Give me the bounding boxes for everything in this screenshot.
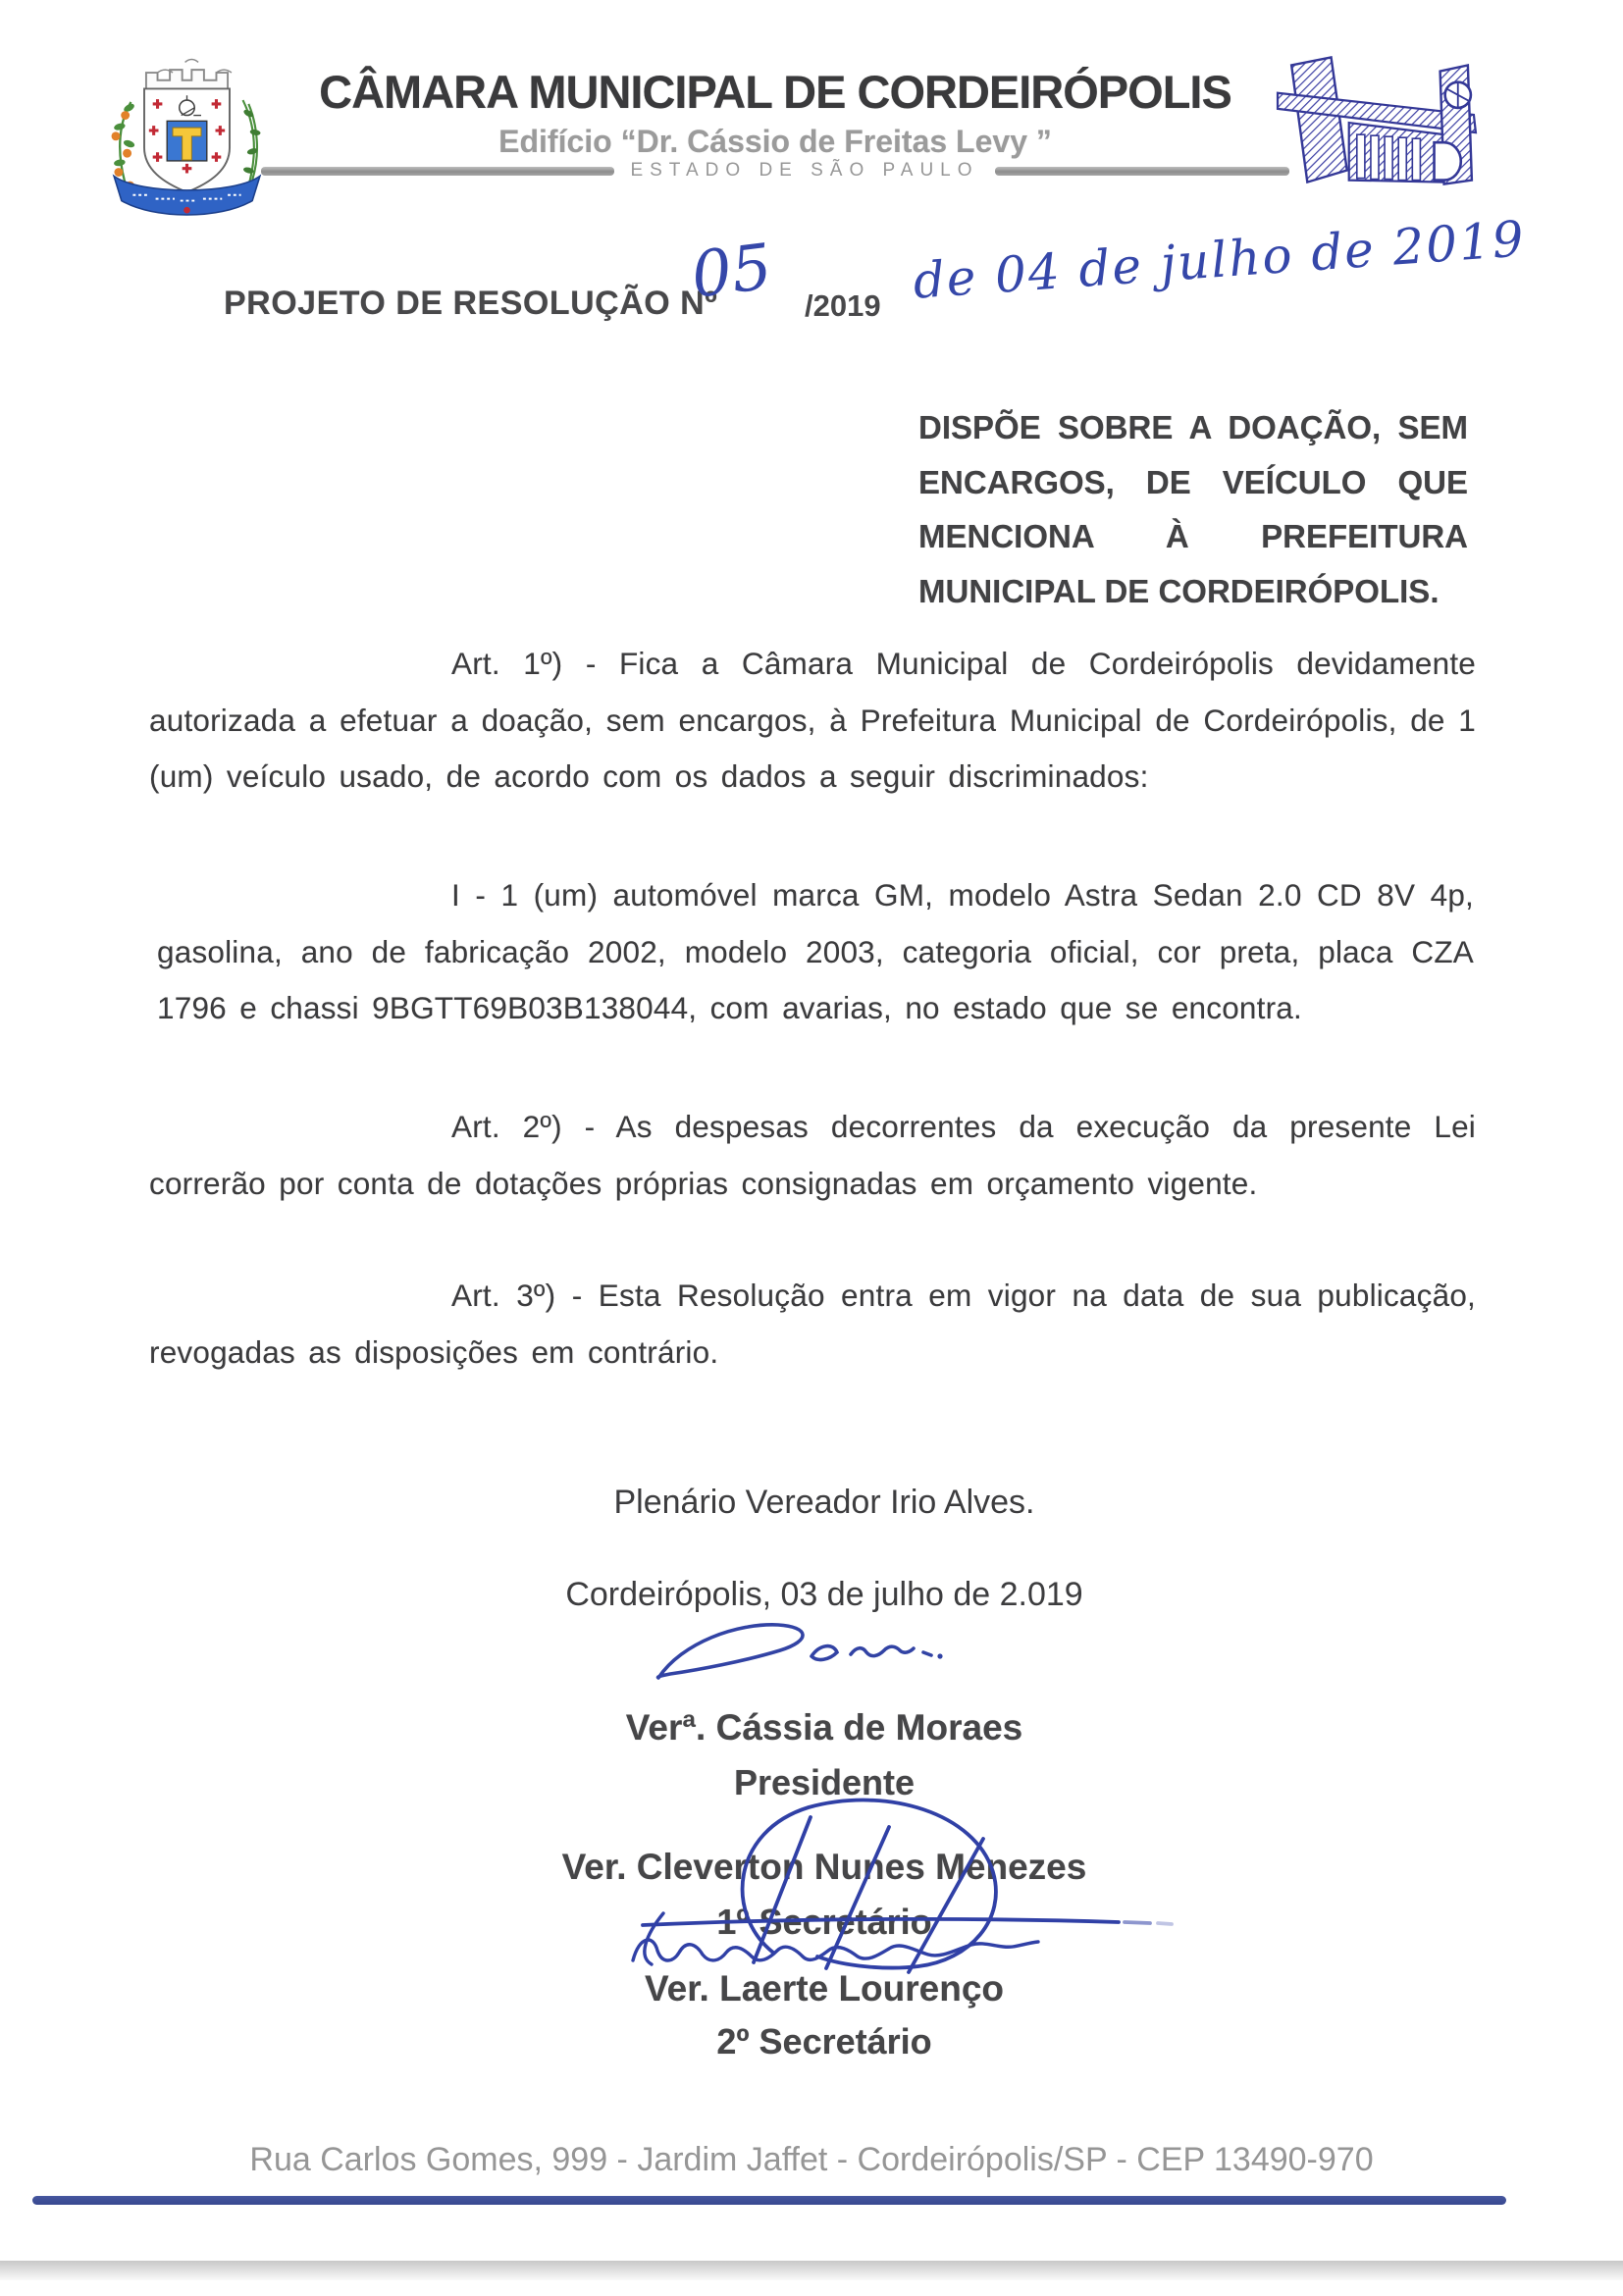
signatory-name: Ver. Cleverton Nunes Menezes: [561, 1847, 1087, 1887]
scan-edge-shadow: [0, 2261, 1623, 2280]
header-state-line: [226, 160, 1325, 182]
signatory-name: Verª. Cássia de Moraes: [625, 1707, 1023, 1748]
article-3: Art. 3º) - Esta Resolução entra em vigor na data de sua publicação, revogadas as disposições em contrário.: [149, 1278, 1476, 1370]
city-date-line: Cordeirópolis, 03 de julho de 2.019: [565, 1576, 1083, 1613]
plenary-line: Plenário Vereador Irio Alves.: [613, 1484, 1035, 1521]
signatory-role: Presidente: [733, 1762, 916, 1802]
building-logo-icon: [1274, 43, 1482, 192]
footer-address: Rua Carlos Gomes, 999 - Jardim Jaffet - Cordeirópolis/SP - CEP 13490-970: [249, 2141, 1374, 2178]
handwritten-date: de 04 de julho de 2019: [911, 210, 1528, 310]
signatory-role: 2º Secretário: [716, 2021, 932, 2061]
footer-rule: [32, 2196, 1506, 2205]
article-1: Art. 1º) - Fica a Câmara Municipal de Cordeirópolis devidamente autorizada a efetuar a doação, sem encargos, à Prefeitura Municipal de Cordeirópolis, de 1 (um) veículo usado, de acordo com os dados a seguir discriminados:: [149, 646, 1476, 794]
doc-title-label: PROJETO DE RESOLUÇÃO Nº: [224, 285, 718, 322]
signature-cassia: [643, 1617, 986, 1696]
header-building-name: Edifício “Dr. Cássio de Freitas Levy ”: [498, 124, 1052, 159]
handwritten-resolution-number: 05: [687, 231, 776, 313]
doc-title-year: /2019: [805, 288, 881, 323]
state-line-text: ESTADO DE SÃO PAULO: [630, 160, 979, 181]
signatory-name: Ver. Laerte Lourenço: [644, 1968, 1005, 2009]
article-2: Art. 2º) - As despesas decorrentes da execução da presente Lei correrão por conta de dotações próprias consignadas em orçamento vigente.: [149, 1109, 1476, 1201]
article-1-item-I: I - 1 (um) automóvel marca GM, modelo Astra Sedan 2.0 CD 8V 4p, gasolina, ano de fabricação 2002, modelo 2003, categoria oficial, cor preta, placa CZA 1796 e chassi 9BGTT69B03B138044, com avarias, no estado que se encontra.: [157, 877, 1474, 1025]
header-municipality-title: CÂMARA MUNICIPAL DE CORDEIRÓPOLIS: [319, 66, 1231, 118]
resolution-summary: DISPÕE SOBRE A DOAÇÃO, SEM ENCARGOS, DE VEÍCULO QUE MENCIONA À PREFEITURA MUNICIPAL DE CORDEIRÓPOLIS.: [918, 409, 1468, 609]
state-line-left-rule: [261, 167, 614, 176]
signatory-role: 1º Secretário: [716, 1902, 932, 1942]
state-line-right-rule: [995, 167, 1289, 176]
